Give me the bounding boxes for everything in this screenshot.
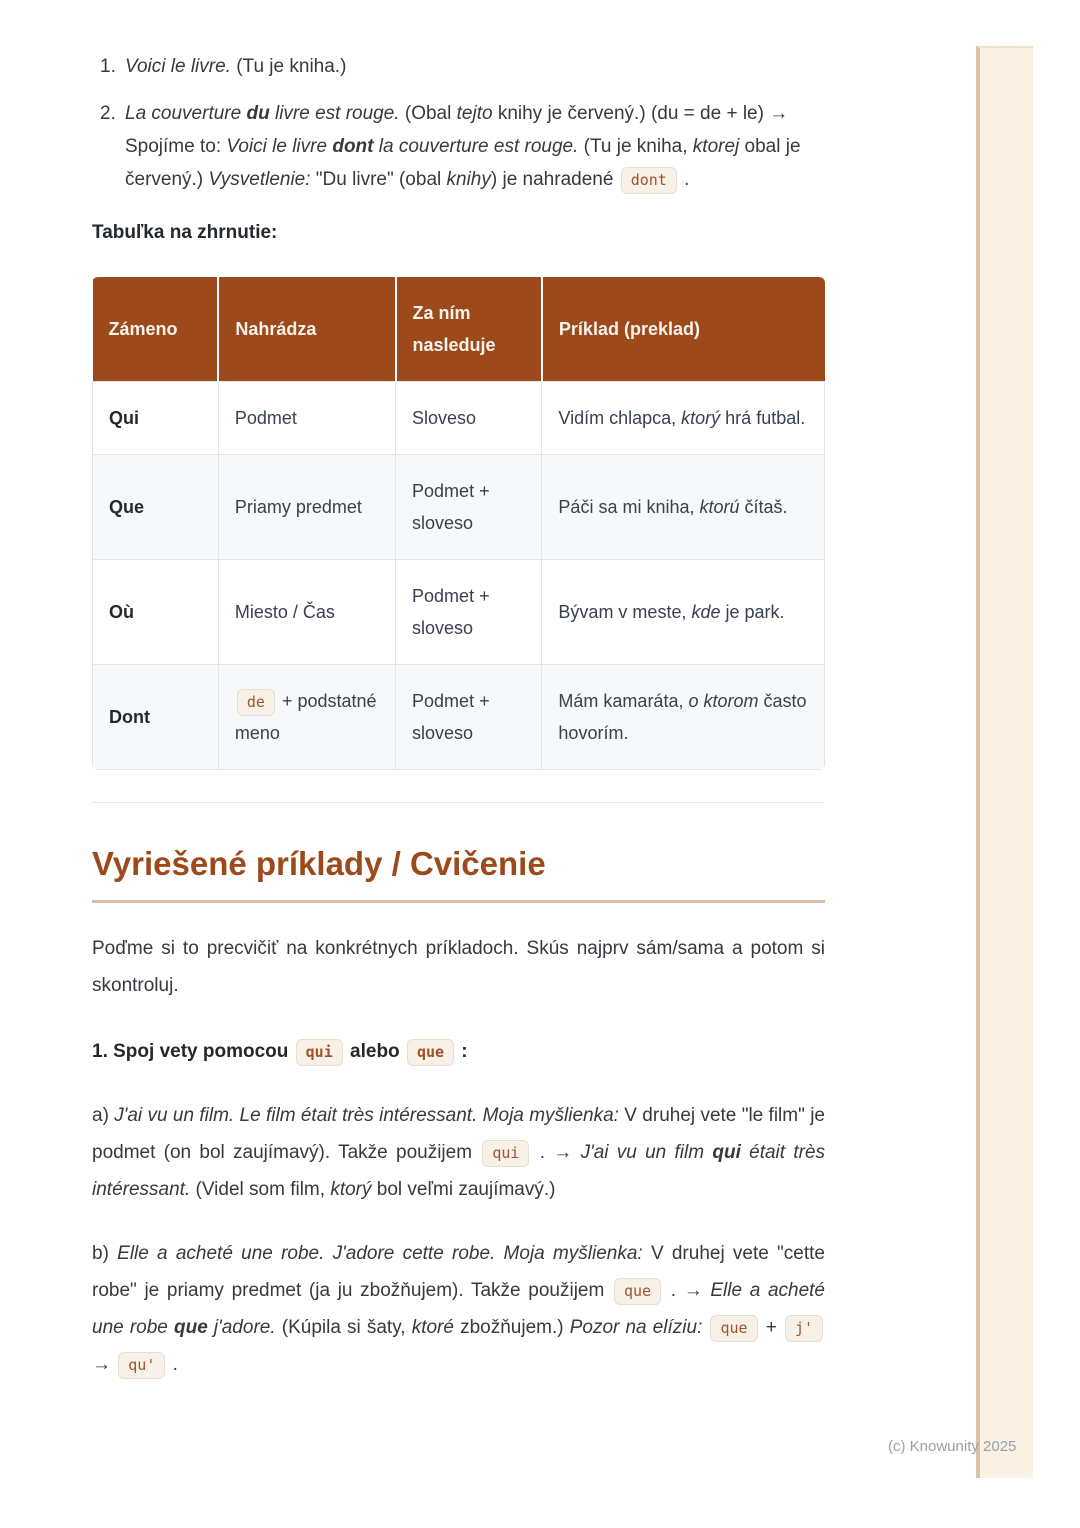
intro-numbered-list xyxy=(92,50,825,196)
section-divider xyxy=(92,802,825,803)
table-section-title: Tabuľka na zhrnutie: xyxy=(92,222,278,243)
replaces-cell xyxy=(218,455,395,560)
text-segment: Priamy predmet xyxy=(234,497,362,517)
table-row-dont xyxy=(93,665,825,770)
header-cell-za-nim-nasleduje: Za ním nasleduje xyxy=(396,277,542,382)
italic-text: Voici le livre xyxy=(226,136,333,157)
italic-text: Pozor na elíziu: xyxy=(569,1317,703,1338)
example-cell xyxy=(542,560,825,665)
list-item-1 xyxy=(92,50,825,83)
text-segment: (Videl som film, xyxy=(190,1179,331,1200)
text-segment: Vidím chlapca, xyxy=(558,408,682,428)
example-cell xyxy=(542,382,825,455)
summary-table-wrapper xyxy=(92,277,825,770)
replaces-cell xyxy=(218,382,395,455)
copyright-note: (c) Knowunity 2025 xyxy=(888,1438,1017,1455)
code-badge: dont xyxy=(621,167,677,194)
text-segment: . → xyxy=(531,1142,581,1163)
header-cell-nahradza: Nahrádza xyxy=(218,277,395,382)
italic-text: knihy xyxy=(446,169,491,190)
bold-text: 1. Spoj vety pomocou xyxy=(92,1041,294,1062)
text-segment xyxy=(702,1317,708,1338)
page-content xyxy=(92,50,825,1383)
code-badge: de xyxy=(237,689,275,716)
italic-text: ktorý xyxy=(681,408,721,428)
code-badge: que xyxy=(710,1315,757,1342)
text-segment: (Tu je kniha, xyxy=(578,136,693,157)
text-segment: čítaš. xyxy=(739,497,788,517)
bold-text: alebo xyxy=(344,1041,405,1062)
table-body xyxy=(93,382,825,770)
table-header-row xyxy=(93,277,825,382)
text-segment: zbožňujem.) xyxy=(453,1317,570,1338)
italic-text: livre est rouge. xyxy=(269,103,400,124)
text-segment: hrá futbal. xyxy=(720,408,806,428)
text-segment: (Kúpila si šaty, xyxy=(275,1317,412,1338)
code-badge: j' xyxy=(785,1315,823,1342)
text-segment: Miesto / Čas xyxy=(234,602,335,622)
text-segment: a) xyxy=(92,1105,115,1126)
right-margin-strip xyxy=(976,46,1033,1478)
text-segment: Páči sa mi kniha, xyxy=(558,497,700,517)
code-badge: que xyxy=(614,1278,661,1305)
italic-text: ktorú xyxy=(699,497,740,517)
text-segment: + xyxy=(759,1317,783,1338)
italic-text: Elle a acheté une robe. J'adore cette robe. Moja myšlienka: xyxy=(117,1243,643,1264)
italic-text: j'adore. xyxy=(207,1317,276,1338)
text-segment: obal je červený.) xyxy=(125,136,801,190)
text-segment: (Tu je kniha.) xyxy=(230,56,347,77)
text-segment: "Du livre" (obal xyxy=(310,169,447,190)
text-segment: . xyxy=(678,169,690,190)
text-segment: knihy je červený.) (du = de + le) → Spojíme to: xyxy=(125,103,789,157)
text-segment: Mám kamaráta, xyxy=(558,691,689,711)
bold-italic-text: du xyxy=(246,103,270,124)
text-segment: V druhej vete "le film" je podmet (on bol zaujímavý). Takže použijem xyxy=(92,1105,825,1163)
code-badge: qui xyxy=(296,1039,343,1066)
italic-text: J'ai vu un film xyxy=(580,1142,713,1163)
table-header xyxy=(93,277,825,382)
italic-text: Vysvetlenie: xyxy=(208,169,311,190)
text-segment: V druhej vete "cette robe" je priamy predmet (ja ju zbožňujem). Takže použijem xyxy=(92,1243,825,1301)
table-row-ou xyxy=(93,560,825,665)
bold-text: : xyxy=(456,1041,468,1062)
header-cell-zameno: Zámeno xyxy=(93,277,219,382)
text-segment: je park. xyxy=(720,602,785,622)
pronoun-cell: Dont xyxy=(93,665,219,770)
followed-by-cell: Podmet + sloveso xyxy=(396,665,542,770)
list-number: 1. xyxy=(100,56,116,77)
header-cell-priklad: Príklad (preklad) xyxy=(542,277,825,382)
table-row-qui xyxy=(93,382,825,455)
code-badge: qu' xyxy=(118,1352,165,1379)
text-segment: . xyxy=(167,1354,178,1375)
example-cell xyxy=(542,455,825,560)
exercise-heading: Vyriešené príklady / Cvičenie xyxy=(92,845,825,903)
italic-text: était très intéressant. xyxy=(92,1142,826,1200)
text-segment: . → xyxy=(663,1280,711,1301)
italic-text: kde xyxy=(691,602,721,622)
followed-by-cell: Podmet + sloveso xyxy=(396,455,542,560)
bold-italic-text: dont xyxy=(332,136,374,157)
bold-italic-text: que xyxy=(173,1317,208,1338)
exercise-intro-paragraph: Poďme si to precvičiť na konkrétnych príkladoch. Skús najprv sám/sama a potom si skontroluj. xyxy=(92,938,825,996)
italic-text: ktorý xyxy=(330,1179,372,1200)
pronoun-cell: Qui xyxy=(93,382,219,455)
text-segment: + podstatné meno xyxy=(234,691,377,743)
pronoun-cell: Que xyxy=(93,455,219,560)
followed-by-cell: Sloveso xyxy=(396,382,542,455)
text-segment: ) je nahradené xyxy=(490,169,619,190)
italic-text: Voici le livre. xyxy=(125,56,231,77)
italic-text: o ktorom xyxy=(688,691,759,711)
italic-text: ktoré xyxy=(411,1317,454,1338)
replaces-cell xyxy=(218,665,395,770)
italic-text: tejto xyxy=(456,103,493,124)
text-segment: Podmet xyxy=(234,408,297,428)
list-item-text xyxy=(125,56,346,77)
followed-by-cell: Podmet + sloveso xyxy=(396,560,542,665)
replaces-cell xyxy=(218,560,395,665)
text-segment: Bývam v meste, xyxy=(558,602,692,622)
summary-table xyxy=(92,277,825,770)
bold-italic-text: qui xyxy=(712,1142,741,1163)
italic-text: la couverture est rouge. xyxy=(373,136,579,157)
code-badge: que xyxy=(407,1039,454,1066)
code-badge: qui xyxy=(482,1140,529,1167)
task-title xyxy=(92,1033,825,1070)
list-item-text xyxy=(125,103,801,190)
list-item-2 xyxy=(92,97,825,196)
text-segment: bol veľmi zaujímavý.) xyxy=(371,1179,556,1200)
exercise-item-a xyxy=(92,1097,825,1208)
text-segment: často hovorím. xyxy=(558,691,807,743)
text-segment: → xyxy=(92,1354,117,1375)
pronoun-cell: Où xyxy=(93,560,219,665)
italic-text: La couverture xyxy=(125,103,247,124)
example-cell xyxy=(542,665,825,770)
italic-text: J'ai vu un film. Le film était très intéressant. Moja myšlienka: xyxy=(114,1105,619,1126)
italic-text: ktorej xyxy=(692,136,740,157)
italic-text: Elle a acheté une robe xyxy=(92,1280,826,1338)
text-segment: b) xyxy=(92,1243,118,1264)
table-row-que xyxy=(93,455,825,560)
exercise-item-b xyxy=(92,1235,825,1383)
text-segment: (Obal xyxy=(399,103,457,124)
list-number: 2. xyxy=(100,103,116,124)
